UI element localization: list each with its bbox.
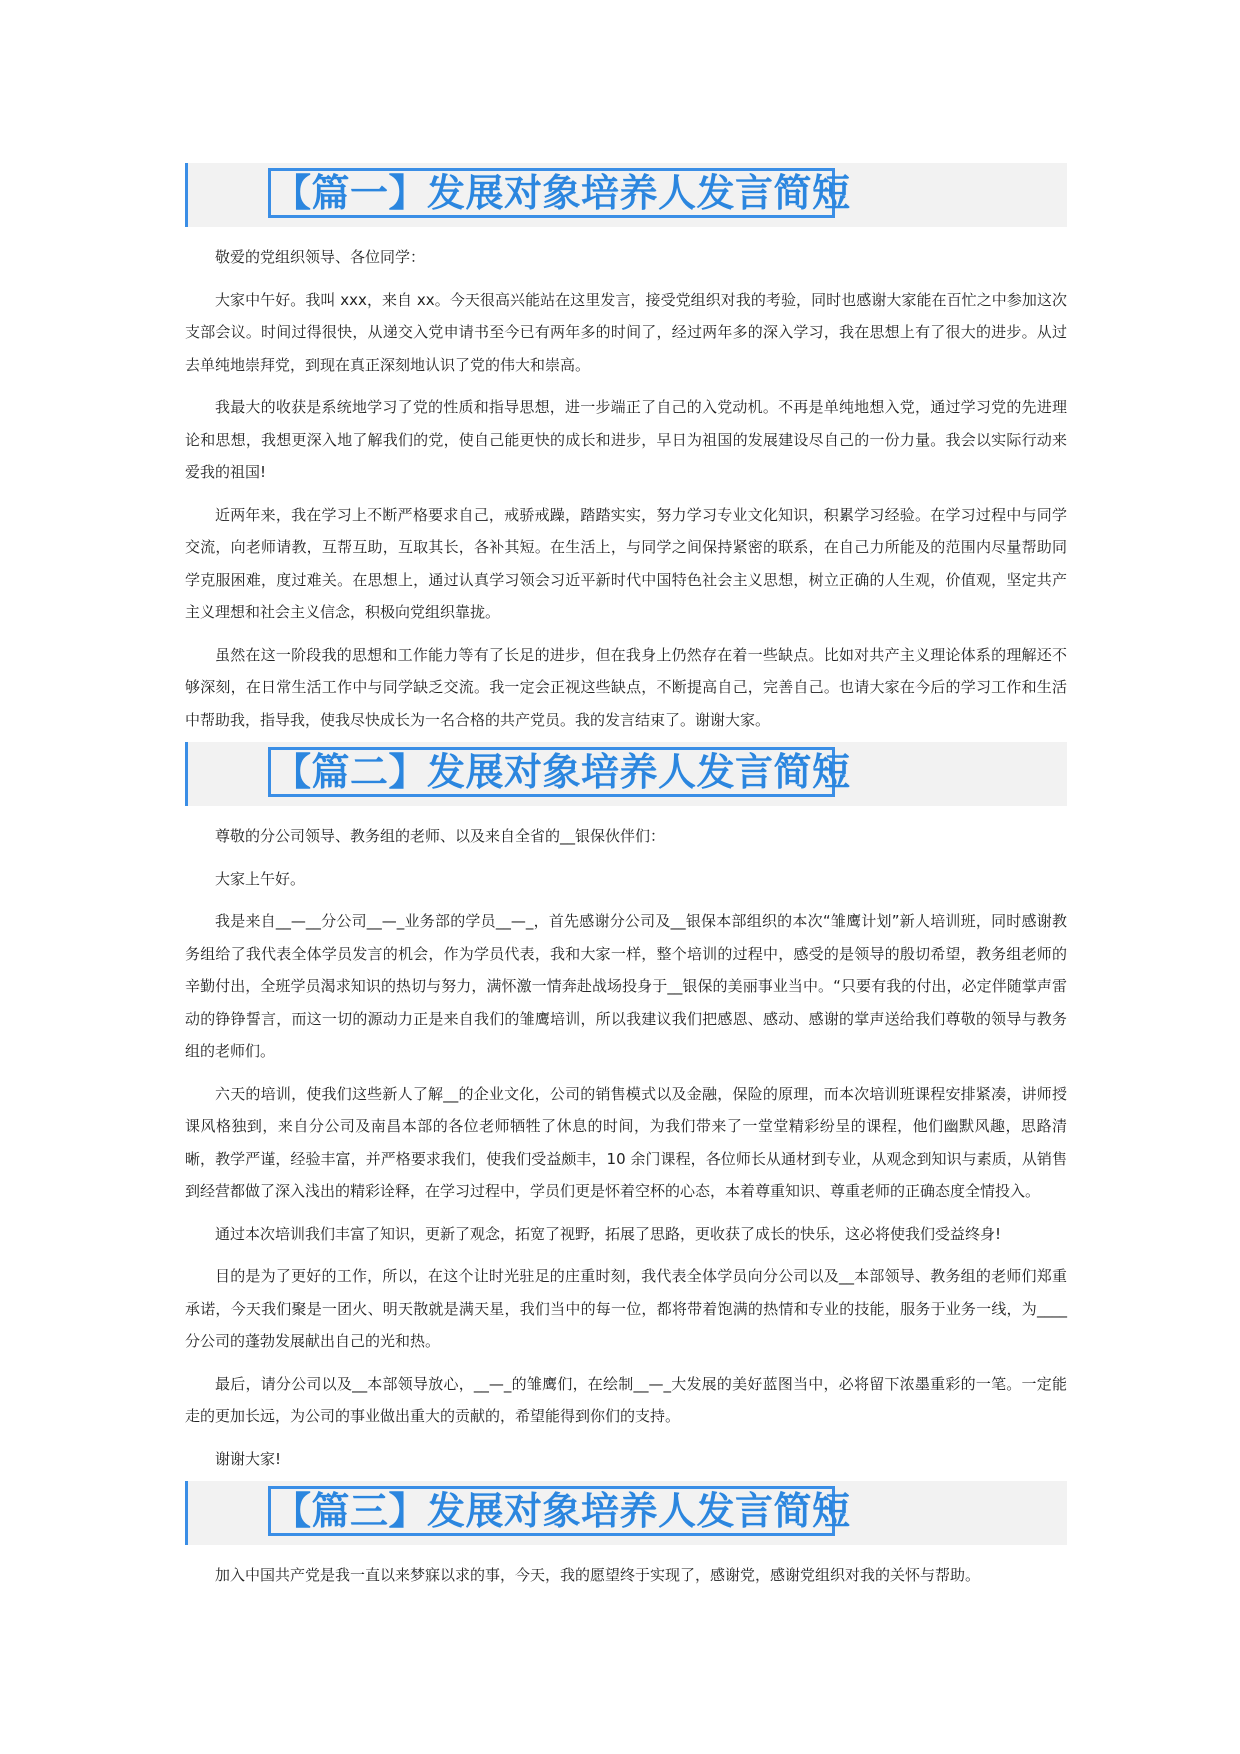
section-1-header	[185, 163, 1067, 227]
section-1-paragraph-1: 敬爱的党组织领导、各位同学：	[215, 248, 426, 266]
section-1-paragraph-4: 近两年来，我在学习上不断严格要求自己，戒骄戒躁，踏踏实实，努力学习专业文化知识，积累学习经验。在学习过程中与同学交流，向老师请教，互帮互助，互取其长，各补其短。在生活上，与同学之间保持紧密的联系，在自己力所能及的范围内尽量帮助同学克服困难，度过难关。在思想上，通过认真学习领会习近平新时代中国特色社会主义思想，树立正确的人生观，价值观，坚定共产主义理想和社会主义信念，积极向党组织靠拢。	[185, 505, 1067, 621]
section-2-paragraph-6: 目的是为了更好的工作，所以，在这个让时光驻足的庄重时刻，我代表全体学员向分公司以及__本部领导、教务组的老师们郑重承诺，今天我们聚是一团火、明天散就是满天星，我们当中的每一位，都将带着饱满的热情和专业的技能，服务于业务一线，为____分公司的蓬勃发展献出自己的光和热。	[185, 1267, 1067, 1350]
section-1	[185, 163, 1067, 736]
section-2-paragraph-8: 谢谢大家!	[215, 1449, 282, 1468]
section-1-paragraph-2: 大家中午好。我叫 xxx，来自 xx。今天很高兴能站在这里发言，接受党组织对我的考验，同时也感谢大家能在百忙之中参加这次支部会议。时间过得很快，从递交入党申请书至今已有两年多的时间了，经过两年多的深入学习，我在思想上有了很大的进步。从过去单纯地崇拜党，到现在真正深刻地认识了党的伟大和崇高。	[185, 290, 1067, 374]
section-3-paragraph-1: 加入中国共产党是我一直以来梦寐以求的事，今天，我的愿望终于实现了，感谢党，感谢党组织对我的关怀与帮助。	[215, 1566, 981, 1584]
section-3	[185, 1481, 1067, 1592]
section-2-paragraph-5: 通过本次培训我们丰富了知识，更新了观念，拓宽了视野，拓展了思路，更收获了成长的快乐，这必将使我们受益终身!	[215, 1224, 1002, 1243]
section-2-paragraph-2: 大家上午好。	[215, 869, 306, 888]
section-1-paragraph-3: 我最大的收获是系统地学习了党的性质和指导思想，进一步端正了自己的入党动机。不再是单纯地想入党，通过学习党的先进理论和思想，我想更深入地了解我们的党，使自己能更快的成长和进步，早日为祖国的发展建设尽自己的一份力量。我会以实际行动来爱我的祖国!	[185, 398, 1067, 481]
section-1-title: 【篇一】发展对象培养人发言简短	[268, 168, 835, 218]
document-content	[185, 163, 1067, 1602]
section-2-header	[185, 742, 1067, 806]
section-2-paragraph-3: 我是来自__—__分公司__—_业务部的学员__—_，首先感谢分公司及__银保本部组织的本次“雏鹰计划”新人培训班，同时感谢教务组给了我代表全体学员发言的机会，作为学员代表，我和大家一样，整个培训的过程中，感受的是领导的殷切希望，教务组老师的辛勤付出，全班学员渴求知识的热切与努力，满怀激一情奔赴战场投身于__银保的美丽事业当中。“只要有我的付出，必定伴随掌声雷动的铮铮誓言，而这一切的源动力正是来自我们的雏鹰培训，所以我建议我们把感恩、感动、感谢的掌声送给我们尊敬的领导与教务组的老师们。	[185, 912, 1067, 1060]
section-3-title: 【篇三】发展对象培养人发言简短	[268, 1486, 835, 1536]
section-3-header	[185, 1481, 1067, 1545]
section-2-paragraph-4: 六天的培训，使我们这些新人了解__的企业文化，公司的销售模式以及金融，保险的原理，而本次培训班课程安排紧凑，讲师授课风格独到，来自分公司及南昌本部的各位老师牺牲了休息的时间，为我们带来了一堂堂精彩纷呈的课程，他们幽默风趣，思路清晰，教学严谨，经验丰富，并严格要求我们，使我们受益颇丰，10 余门课程，各位师长从通材到专业，从观念到知识与素质，从销售到经营都做了深入浅出的精彩诠释，在学习过程中，学员们更是怀着空杯的心态，本着尊重知识、尊重老师的正确态度全情投入。	[185, 1084, 1067, 1200]
section-2-title: 【篇二】发展对象培养人发言简短	[268, 747, 835, 797]
section-2	[185, 742, 1067, 1475]
section-2-paragraph-1: 尊敬的分公司领导、教务组的老师、以及来自全省的__银保伙伴们：	[215, 827, 666, 845]
section-2-paragraph-7: 最后，请分公司以及__本部领导放心，__—_的雏鹰们，在绘制__—_大发展的美好蓝图当中，必将留下浓墨重彩的一笔。一定能走的更加长远，为公司的事业做出重大的贡献的，希望能得到你们的支持。	[185, 1374, 1067, 1425]
section-1-paragraph-5: 虽然在这一阶段我的思想和工作能力等有了长足的进步，但在我身上仍然存在着一些缺点。比如对共产主义理论体系的理解还不够深刻，在日常生活工作中与同学缺乏交流。我一定会正视这些缺点，不断提高自己，完善自己。也请大家在今后的学习工作和生活中帮助我，指导我，使我尽快成长为一名合格的共产党员。我的发言结束了。谢谢大家。	[185, 645, 1067, 729]
